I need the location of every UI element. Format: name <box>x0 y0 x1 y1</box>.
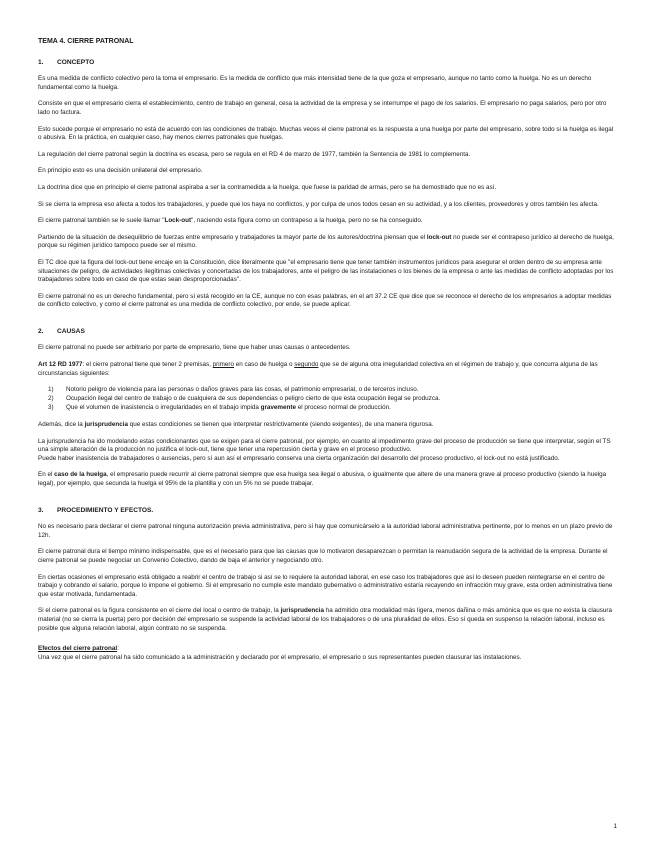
paragraph-desequilibrio: Partiendo de la situación de desequilibrio de fuerzas entre empresario y trabajadores la mayor parte de los autores/doctrina piensan que el lock-out no puede ser el contrapeso jurídico al derecho de huelga, porque su régimen jurídico tampoco puede ser el mismo. <box>38 233 614 250</box>
paragraph: Esto sucede porque el empresario no está de acuerdo con las condiciones de trabajo. Muchas veces el cierre patronal es la respuesta a una huelga por parte del empresario, sobre todo si la huelga es ilegal o abusiva. En la práctica, en cualquier caso, hay menos cierres patronales que huelgas. <box>38 125 614 142</box>
paragraph: En ciertas ocasiones el empresario está obligado a reabrir el centro de trabajo si así se lo requiere la autoridad laboral, en ese caso los trabajadores que así lo deseen pueden reintegrarse en el centro de trabajo y cobrando el salario, porque lo impone el gobierno. Si el empresario no cumple este mandato gubernativo o administrativo estaría recayendo en infracción muy grave, esta orden administrativa tiene que estar motivada, fundamentada. <box>38 573 613 598</box>
paragraph-modalidad: Si el cierre patronal es la figura consistente en el cierre del local o centro de trabajo, la jurisprudencia ha admitido otra modalidad más ligera, menos dañina o más amónica que es que no exista la clausura material (no se cierra la puerta) pero por decisión del empresario se suspende la actividad laboral de los trabajadores o de una pluralidad de ellos. Eso sí queda en suspenso la relación laboral, incluso es posible que alguna relación laboral, algún contrato no se suspenda. <box>38 607 613 632</box>
paragraph-art12: Art 12 RD 1977: el cierre patronal tiene que tener 2 premisas, primero en caso de huelga o segundo que se de alguna otra irregularidad colectiva en el régimen de trabajo y, que concurra alguna de las circunstancias siguientes: <box>38 361 598 377</box>
paragraph-ademas: Además, dice la jurisprudencia que estas condiciones se tienen que interpretar restrictivamente (siendo exigentes), de una manera rigurosa. <box>38 421 434 429</box>
paragraph: El cierre patronal dura el tiempo mínimo indispensable, que es el necesario para que las causas que lo motivaron desaparezcan o permitan la reanudación segura de la actividad de la empresa. Durante el cierre patronal se puede negociar un Convenio Colectivo, dando de baja el anterior y negociando otro. <box>38 548 608 564</box>
paragraph-jurisprudencia: La jurisprudencia ha ido modelando estas condicionantes que se exigen para el cierre patronal, por ejemplo, en cuanto al impedimento grave del proceso de producción se tiene que interpretar, según el TS una simple alteración de la producción no justifica el lock-out, tiene que tener una repercusión cierta y grave en el proceso productivo. Puede haber inasistencia de trabajadores o ausencias, pero sí aun así el empresario conserva una cierta organización del desarrollo del proceso productivo, el lock-out no está justificado. <box>38 437 611 462</box>
paragraph: El cierre patronal no es un derecho fundamental, pero sí está recogido en la CE, aunque no con esas palabras, en el art 37.2 CE que dice que se reconoce el derecho de los empresarios a adoptar medidas de conflicto colectivo, y como el cierre patronal es una medida de conflicto colectivo, por ende, se puede aplicar. <box>38 292 612 309</box>
subheading-efectos: Efectos del cierre patronal <box>38 645 118 653</box>
paragraph: Consiste en que el empresario cierra el establecimiento, centro de trabajo en general, cesa la actividad de la empresa y se interrumpe el pago de los salarios. El empresario no paga salarios, pero por otro lado no factura. <box>38 100 607 116</box>
bold-term: Lock-out <box>164 217 192 225</box>
paragraph: La regulación del cierre patronal según la doctrina es escasa, pero se regula en el RD 4 de marzo de 1977, también la Sentencia de 1981 lo complementa. <box>38 150 471 158</box>
list-item: 1) Notorio peligro de violencia para las personas o daños graves para las cosas, el patrimonio empresarial, o de terceros incluso. <box>48 386 419 394</box>
document-title: TEMA 4. CIERRE PATRONAL <box>38 38 134 45</box>
causes-list <box>38 386 618 413</box>
underlined-term: primero <box>212 361 235 369</box>
paragraph: Si se cierra la empresa eso afecta a todos los trabajadores, y puede que los haya no conflictos, y por culpa de unos todos cesan en su actividad, y a los clientes, proveedores y otros también les afecta. <box>38 200 599 208</box>
section-heading-causas <box>38 328 618 337</box>
section-number: 3. <box>38 506 44 514</box>
paragraph: Es una medida de conflicto colectivo pero la toma el empresario. Es la medida de conflicto que más intensidad tiene de la que goza el empresario, aunque no tanto como la huelga. No es un derecho fundamental como la huelga. <box>38 75 592 91</box>
bold-term: Art 12 RD 1977 <box>38 361 83 369</box>
list-item: 2) Ocupación ilegal del centro de trabajo o de cualquiera de sus dependencias o peligro cierto de que esta ocupación ilegal se produzca. <box>48 395 441 403</box>
section-title: PROCEDIMIENTO Y EFECTOS. <box>57 506 154 514</box>
section-number: 2. <box>38 327 44 335</box>
section-title: CONCEPTO <box>57 58 95 66</box>
paragraph-efectos: Efectos del cierre patronal: Una vez que el cierre patronal ha sido comunicado a la administración y declarado por el empresario, el empresario o sus representantes pueden clausurar las instalaciones. <box>38 645 522 661</box>
underlined-term: segundo <box>294 361 319 369</box>
page-number: 1 <box>613 823 617 830</box>
paragraph: En principio esto es una decisión unilateral del empresario. <box>38 167 203 175</box>
paragraph: La doctrina dice que en principio el cierre patronal aspiraba a ser la contramedida a la huelga, que fuese la paridad de armas, pero se ha demostrado que no es así. <box>38 183 497 191</box>
bold-term: lock-out <box>426 233 452 241</box>
paragraph: No es necesario para declarar el cierre patronal ninguna autorización previa administrativa, pero sí hay que comunicárselo a la autoridad laboral administrativa pertinente, por lo menos en un plazo previo de 12h. <box>38 523 613 539</box>
section-number: 1. <box>38 58 44 66</box>
paragraph: El cierre patronal no puede ser arbitrario por parte de empresario, tiene que haber unas causas o antecedentes. <box>38 344 351 352</box>
bold-term: jurisprudencia <box>84 421 128 429</box>
bold-term: caso de la huelga <box>54 471 107 479</box>
paragraph-lockout: El cierre patronal también se le suele llamar "Lock-out", naciendo esta figura como un contrapeso a la huelga, pero no se ha conseguido. <box>38 217 423 225</box>
paragraph-caso-huelga: En el caso de la huelga, el empresario puede recurrir al cierre patronal siempre que esa huelga sea ilegal o abusiva, o igualmente que altere de una manera grave al proceso productivo (siendo la huelga legal), por ejemplo, que secunda la huelga el 95% de la plantilla y con un 5% no se puede trabajar. <box>38 471 607 487</box>
paragraph: El TC dice que la figura del lock-out tiene encaje en la Constitución, dice literalmente que "el empresario tiene que tener también instrumentos jurídicos para asegurar el orden dentro de su empresa ante situaciones de peligro, de actividades ilegítimas colectivas y concertadas de los trabajadores, ante el peligro de las instalaciones o los bienes de la empresa o ante las medidas de conflicto adoptadas por los trabajadores sobre todo en caso de que estas sean desproporcionadas". <box>38 258 614 284</box>
section-heading-concepto <box>38 59 618 68</box>
list-item: 3) Que el volumen de inasistencia o irregularidades en el trabajo impida gravemente el proceso normal de producción. <box>48 404 391 412</box>
document-page <box>38 38 618 670</box>
bold-term: jurisprudencia <box>280 607 324 615</box>
section-heading-procedimiento <box>38 507 618 516</box>
bold-term: gravemente <box>260 404 296 412</box>
section-title: CAUSAS <box>57 327 85 335</box>
